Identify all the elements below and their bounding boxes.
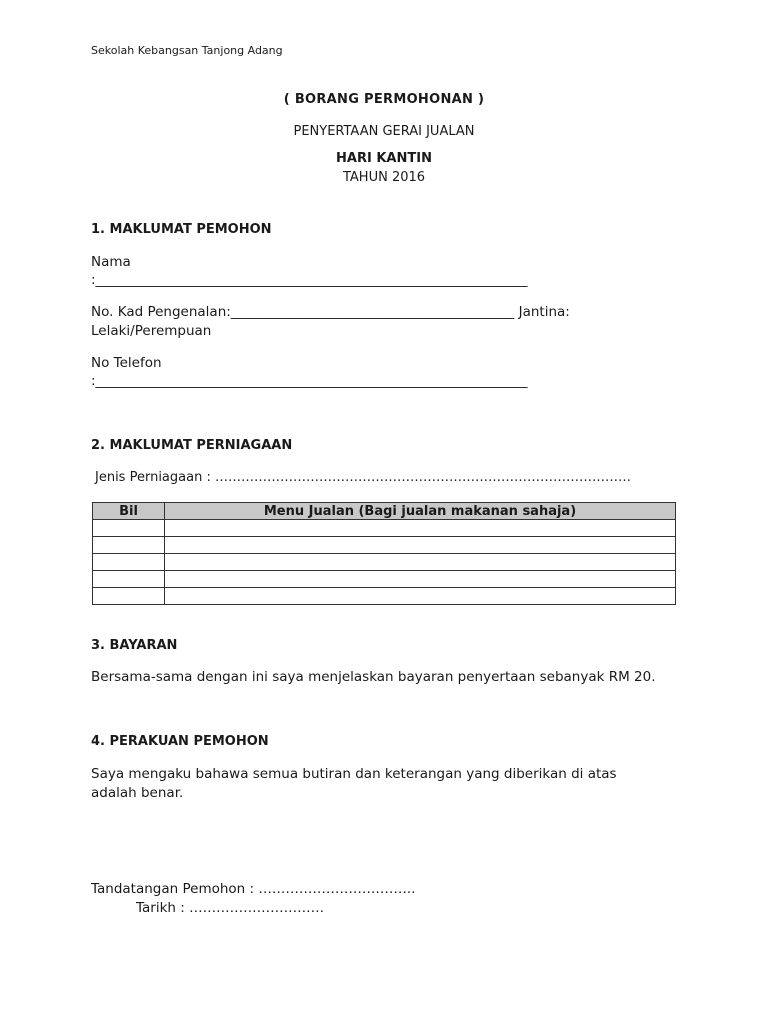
nama-field[interactable]: :________________________________________________________________ xyxy=(91,272,528,288)
signature-field[interactable]: Tandatangan Pemohon : …………………………….. xyxy=(91,881,416,897)
gender-options: Lelaki/Perempuan xyxy=(91,323,212,339)
event-name: HARI KANTIN xyxy=(336,151,432,166)
column-header-bil: Bil xyxy=(93,503,165,520)
menu-cell[interactable] xyxy=(165,588,676,605)
menu-table xyxy=(92,502,676,605)
bil-cell[interactable] xyxy=(93,520,165,537)
bil-cell[interactable] xyxy=(93,554,165,571)
bil-cell[interactable] xyxy=(93,537,165,554)
table-row xyxy=(93,520,676,537)
table-row xyxy=(93,537,676,554)
ic-jantina-field[interactable]: No. Kad Pengenalan:__________________________________________ Jantina: xyxy=(91,304,570,320)
menu-cell[interactable] xyxy=(165,571,676,588)
declaration-line-2: adalah benar. xyxy=(91,785,184,801)
bil-cell[interactable] xyxy=(93,571,165,588)
phone-field[interactable]: :________________________________________________________________ xyxy=(91,373,528,389)
section-4-heading: 4. PERAKUAN PEMOHON xyxy=(91,734,269,749)
menu-cell[interactable] xyxy=(165,554,676,571)
menu-cell[interactable] xyxy=(165,537,676,554)
bil-cell[interactable] xyxy=(93,588,165,605)
table-row xyxy=(93,588,676,605)
declaration-line-1: Saya mengaku bahawa semua butiran dan keterangan yang diberikan di atas xyxy=(91,766,617,782)
table-header-row xyxy=(93,503,676,520)
section-1-heading: 1. MAKLUMAT PEMOHON xyxy=(91,222,272,237)
section-2-heading: 2. MAKLUMAT PERNIAGAAN xyxy=(91,438,293,453)
form-subtitle: PENYERTAAN GERAI JUALAN xyxy=(293,124,475,139)
nama-label: Nama xyxy=(91,254,131,270)
table-row xyxy=(93,571,676,588)
date-field[interactable]: Tarikh : ………………………… xyxy=(136,900,325,916)
section-3-heading: 3. BAYARAN xyxy=(91,638,178,653)
column-header-menu: Menu Jualan (Bagi jualan makanan sahaja) xyxy=(165,503,676,520)
jenis-perniagaan-field[interactable]: Jenis Perniagaan : …………………………………………………………………………………… xyxy=(95,470,631,485)
form-title: ( BORANG PERMOHONAN ) xyxy=(283,92,485,107)
phone-label: No Telefon xyxy=(91,355,162,371)
payment-statement: Bersama-sama dengan ini saya menjelaskan bayaran penyertaan sebanyak RM 20. xyxy=(91,669,656,685)
event-year: TAHUN 2016 xyxy=(342,170,426,185)
menu-cell[interactable] xyxy=(165,520,676,537)
table-row xyxy=(93,554,676,571)
school-header: Sekolah Kebangsan Tanjong Adang xyxy=(91,44,283,57)
